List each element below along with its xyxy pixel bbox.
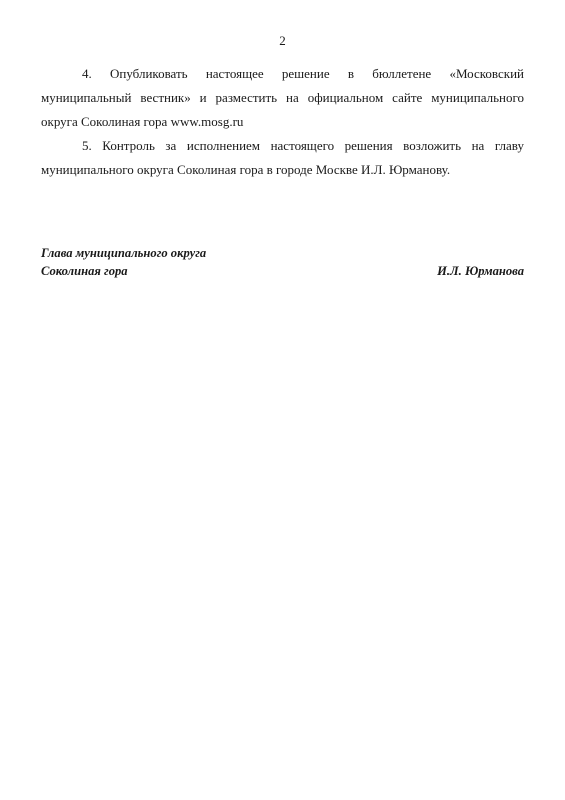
signature-line-1 <box>41 244 524 262</box>
signatory-position-line-2: Соколиная гора <box>41 264 128 278</box>
signature-line-2 <box>41 262 524 280</box>
document-body <box>41 62 524 182</box>
signatory-position-line-1: Глава муниципального округа <box>41 246 207 260</box>
paragraph-publication: 4. Опубликовать настоящее решение в бюллетене «Московский муниципальный вестник» и разместить на официальном сайте муниципального округа Соколиная гора www.mosg.ru <box>41 66 524 129</box>
paragraph-control: 5. Контроль за исполнением настоящего решения возложить на главу муниципального округа Соколиная гора в городе Москве И.Л. Юрманову. <box>41 138 524 177</box>
page-number: 2 <box>279 33 286 48</box>
signatory-name: И.Л. Юрманова <box>437 264 524 278</box>
signature-block <box>41 244 524 280</box>
